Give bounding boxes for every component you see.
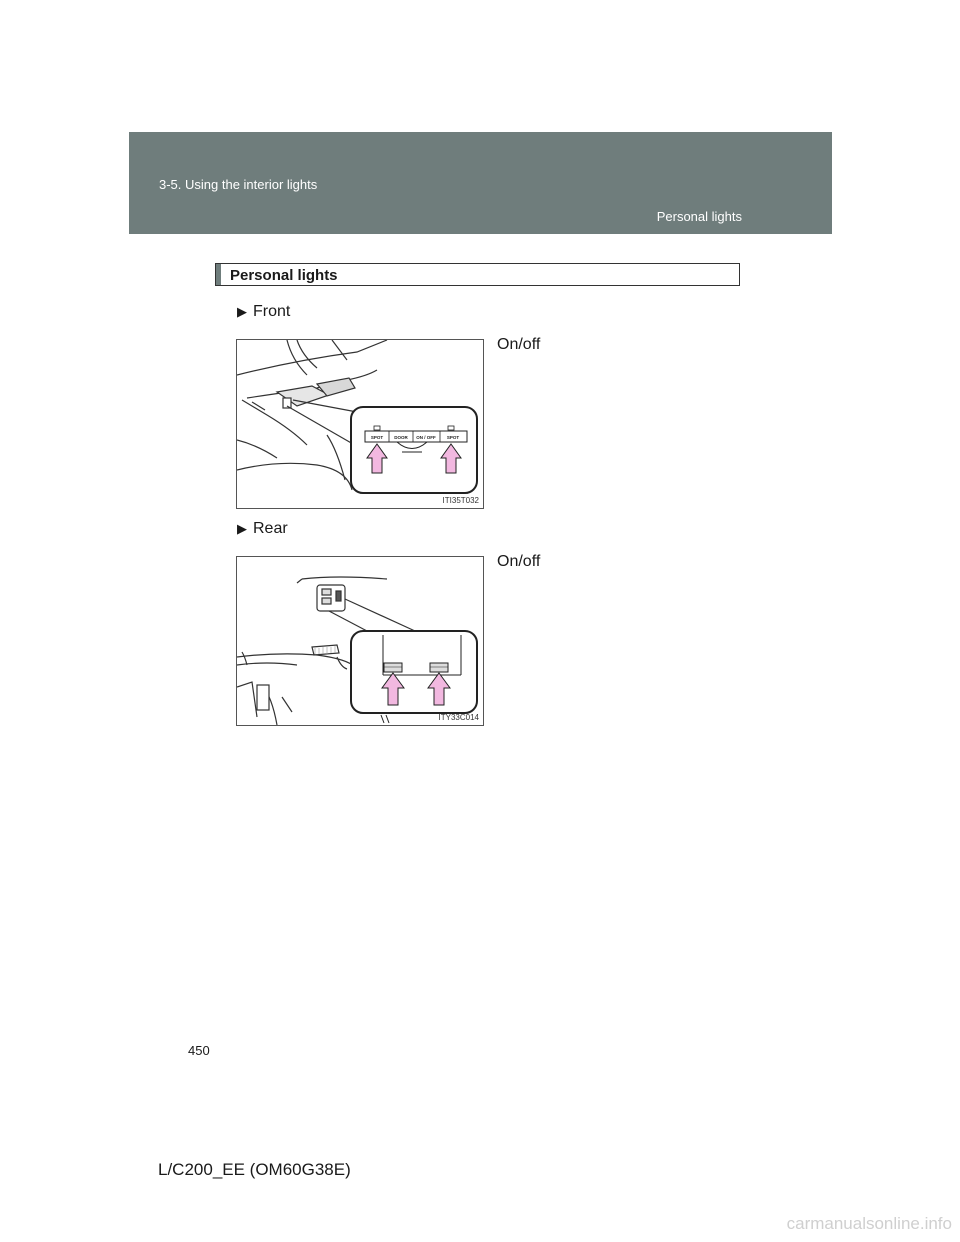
rear-heading: [237, 520, 288, 538]
front-heading-text: Front: [253, 303, 291, 320]
watermark: carmanualsonline.info: [786, 1214, 952, 1233]
rear-illustration: [236, 556, 484, 726]
button-label-spot-right: SPOT: [446, 435, 460, 440]
document-code: L/C200_EE (OM60G38E): [158, 1160, 351, 1179]
section-heading-box: [215, 263, 740, 286]
triangle-bullet-icon: ▶: [237, 521, 247, 536]
section-title: 3-5. Using the interior lights: [159, 177, 318, 192]
triangle-bullet-icon: ▶: [237, 304, 247, 319]
front-figure-code: ITI35T032: [442, 496, 479, 505]
heading-accent-bar: [216, 264, 221, 285]
rear-lights-drawing: [237, 557, 483, 725]
button-label-on-off: ON / OFF: [416, 435, 436, 440]
button-label-spot-left: SPOT: [370, 435, 384, 440]
rear-description: On/off: [497, 553, 541, 570]
front-illustration: [236, 339, 484, 509]
section-heading: Personal lights: [230, 267, 338, 284]
page-number: 450: [188, 1043, 210, 1058]
rear-figure-code: ITY33C014: [438, 713, 479, 722]
page-header: [129, 132, 832, 234]
front-description: On/off: [497, 336, 541, 353]
front-lights-drawing: [237, 340, 483, 508]
header-page-name: Personal lights: [656, 209, 742, 224]
button-label-door: DOOR: [394, 435, 408, 440]
rear-heading-text: Rear: [253, 520, 288, 537]
front-heading: [237, 303, 290, 321]
